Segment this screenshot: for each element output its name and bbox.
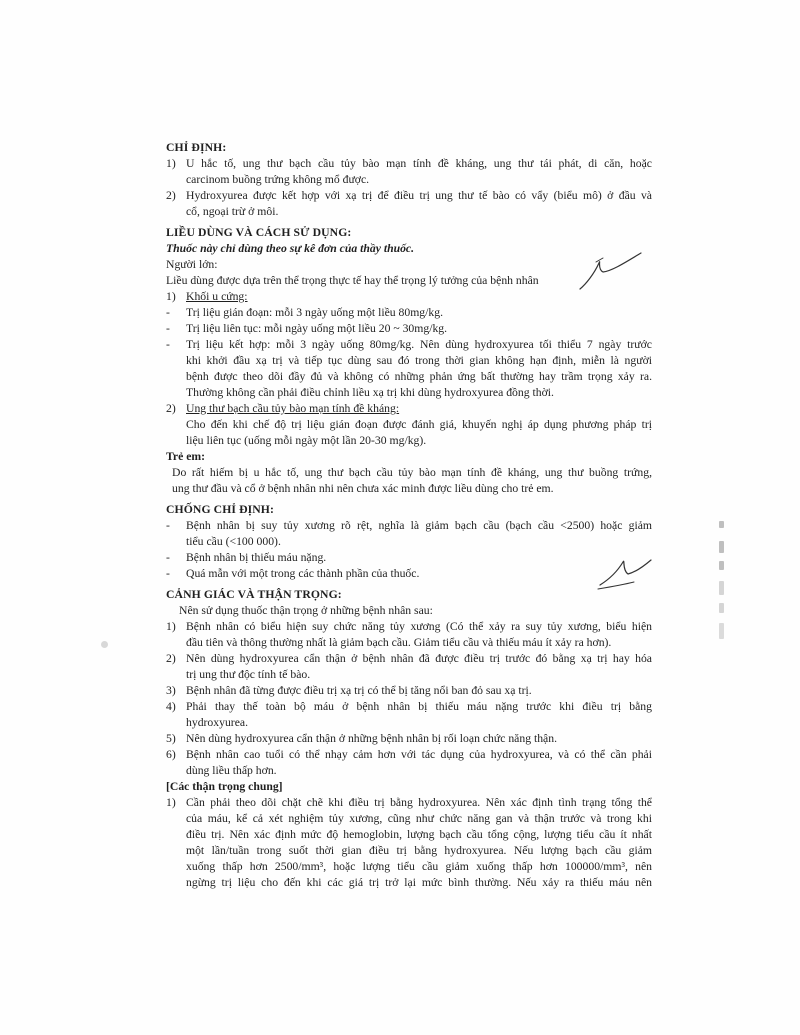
- adults-label: Người lớn:: [166, 258, 218, 271]
- bullet-dash: -: [166, 519, 170, 532]
- bullet-dash: -: [166, 322, 170, 335]
- text-span: một lần/tuần trong suốt thời gian điều trị bằng hydroxyurea. Nếu lượng bạch cầu giảm: [186, 844, 652, 857]
- bullet-dash: -: [166, 551, 170, 564]
- text-span: Bệnh nhân bị suy tủy xương rõ rệt, nghĩa là giảm bạch cầu (bạch cầu <2500) hoặc giảm: [186, 519, 652, 532]
- text-span: điều trị. Nên xác định mức độ hemoglobin, lượng bạch cầu tổng cộng, lượng tiểu cầu ít nhất: [186, 828, 652, 841]
- edge-mark: [719, 521, 724, 528]
- text-span: cổ, ngoại trừ ở môi.: [186, 205, 279, 218]
- edge-mark: [719, 623, 724, 639]
- bullet-dash: -: [166, 567, 170, 580]
- section-heading: CHỈ ĐỊNH:: [166, 141, 227, 154]
- text-span: của máu, kể cả xét nghiệm tủy xương, cũng như chức năng gan và thận trước và trong khi: [186, 812, 652, 825]
- text-span: bệnh được theo dõi đầy đủ và không có những phản ứng bất thường hay trầm trọng xảy ra.: [186, 370, 652, 383]
- text-span: Bệnh nhân đã từng được điều trị xạ trị có thể bị tăng nổi ban đỏ sau xạ trị.: [186, 684, 532, 697]
- list-item-number: 2): [166, 402, 176, 415]
- text-span: Trị liệu liên tục: mỗi ngày uống một liều 20 ~ 30mg/kg.: [186, 322, 448, 335]
- text-span: Cho đến khi chế độ trị liệu gián đoạn được đánh giá, khuyến nghị áp dụng phương pháp trị: [186, 418, 652, 431]
- edge-mark: [719, 541, 724, 553]
- general-precautions-heading: [Các thận trọng chung]: [166, 780, 283, 793]
- text-span: Quá mẫn với một trong các thành phần của thuốc.: [186, 567, 420, 580]
- bullet-dash: -: [166, 338, 170, 351]
- text-span: Nên dùng hydroxyurea cẩn thận ở bệnh nhân đã được điều trị trước đó bằng xạ trị hay hóa: [186, 652, 652, 665]
- text-span: Do rất hiếm bị u hắc tố, ung thư bạch cầu tủy bào mạn tính đề kháng, ung thư buồng trứng,: [172, 466, 652, 479]
- text-span: hydroxyurea.: [186, 716, 248, 729]
- text-span: Hydroxyurea được kết hợp với xạ trị để điều trị ung thư tế bào có vẩy (biểu mô) ở đầu và: [186, 189, 652, 202]
- section-heading: LIỀU DÙNG VÀ CÁCH SỬ DỤNG:: [166, 226, 352, 239]
- list-item-number: 1): [166, 290, 176, 303]
- text-span: Bệnh nhân có biểu hiện suy chức năng tủy xương (Có thể xảy ra suy tủy xương, biểu hiện: [186, 620, 652, 633]
- text-span: Cần phải theo dõi chặt chẽ khi điều trị bằng hydroxyurea. Nên xác định tình trạng tổng thể: [186, 796, 652, 809]
- text-span: Trị liệu kết hợp: mỗi 3 ngày uống 80mg/kg. Nên dùng hydroxyurea tối thiểu 7 ngày trước: [186, 338, 652, 351]
- list-item-number: 1): [166, 157, 176, 170]
- text-span: xuống thấp hơn 2500/mm³, hoặc lượng tiểu cầu giảm xuống thấp hơn 100000/mm³, nên: [186, 860, 652, 873]
- text-span: trị ung thư độc tính tế bào.: [186, 668, 311, 681]
- text-span: Trị liệu gián đoạn: mỗi 3 ngày uống một liều 80mg/kg.: [186, 306, 444, 319]
- edge-mark: [719, 603, 724, 613]
- text-span: U hắc tố, ung thư bạch cầu tủy bào mạn tính đề kháng, ung thư tái phát, di căn, hoặc: [186, 157, 652, 170]
- punch-hole-mark: [101, 641, 108, 648]
- list-item-number: 2): [166, 189, 176, 202]
- text-span: dùng liều thấp hơn.: [186, 764, 277, 777]
- list-item-number: 4): [166, 700, 176, 713]
- edge-mark: [719, 581, 724, 595]
- text-span: Nên dùng hydroxyurea cẩn thận ở những bệnh nhân bị rối loạn chức năng thận.: [186, 732, 557, 745]
- edge-stamp-marks: [716, 515, 730, 645]
- text-span: ung thư đầu và cổ ở bệnh nhân nhi nên chưa xác minh được liều dùng cho trẻ em.: [172, 482, 554, 495]
- children-label: Trẻ em:: [166, 450, 206, 463]
- prescription-note: Thuốc này chỉ dùng theo sự kê đơn của thầy thuốc.: [166, 242, 415, 255]
- section-heading: CẢNH GIÁC VÀ THẬN TRỌNG:: [166, 588, 342, 601]
- section-heading: CHỐNG CHỈ ĐỊNH:: [166, 503, 274, 516]
- cml-title: Ung thư bạch cầu tủy bào mạn tính đề kháng:: [186, 402, 400, 415]
- text-span: Nên sử dụng thuốc thận trọng ở những bệnh nhân sau:: [179, 604, 433, 617]
- text-span: Phải thay thế toàn bộ máu ở bệnh nhân bị thiếu máu nặng trước khi điều trị bằng: [186, 700, 652, 713]
- list-item-number: 1): [166, 620, 176, 633]
- list-item-number: 2): [166, 652, 176, 665]
- text-span: Bệnh nhân cao tuổi có thể nhạy cảm hơn với tác dụng của hydroxyurea, và có thể cần phải: [186, 748, 652, 761]
- text-span: tiểu cầu (<100 000).: [186, 535, 281, 548]
- text-span: khi khởi đầu xạ trị và tiếp tục dùng sau đó trong thời gian không hạn định, miễn là người: [186, 354, 652, 367]
- bullet-dash: -: [166, 306, 170, 319]
- edge-mark: [719, 561, 724, 570]
- text-span: liệu liên tục (uống mỗi ngày một lần 20-30 mg/kg).: [186, 434, 427, 447]
- list-item-number: 1): [166, 796, 176, 809]
- list-item-number: 6): [166, 748, 176, 761]
- text-span: carcinom buồng trứng không mổ được.: [186, 173, 370, 186]
- list-item-number: 5): [166, 732, 176, 745]
- text-span: Thường không cần phải điều chỉnh liều xạ trị khi dùng hydroxyurea đồng thời.: [186, 386, 554, 399]
- text-span: ngừng trị liệu cho đến khi các giá trị trở lại mức bình thường. Nếu xảy ra thiếu máu nên: [186, 876, 652, 889]
- list-item-number: 3): [166, 684, 176, 697]
- solid-tumors-title: Khối u cứng:: [186, 290, 248, 303]
- text-span: đầu tiên và thông thường nhất là giảm bạch cầu. Giảm tiểu cầu và thiếu máu ít xảy ra hơn).: [186, 636, 612, 649]
- signature-lower: [600, 560, 651, 585]
- text-line: Liều dùng được dựa trên thể trọng thực tế hay thể trọng lý tưởng của bệnh nhân: [166, 274, 539, 287]
- text-span: Bệnh nhân bị thiếu máu nặng.: [186, 551, 327, 564]
- signature-upper: [580, 253, 641, 289]
